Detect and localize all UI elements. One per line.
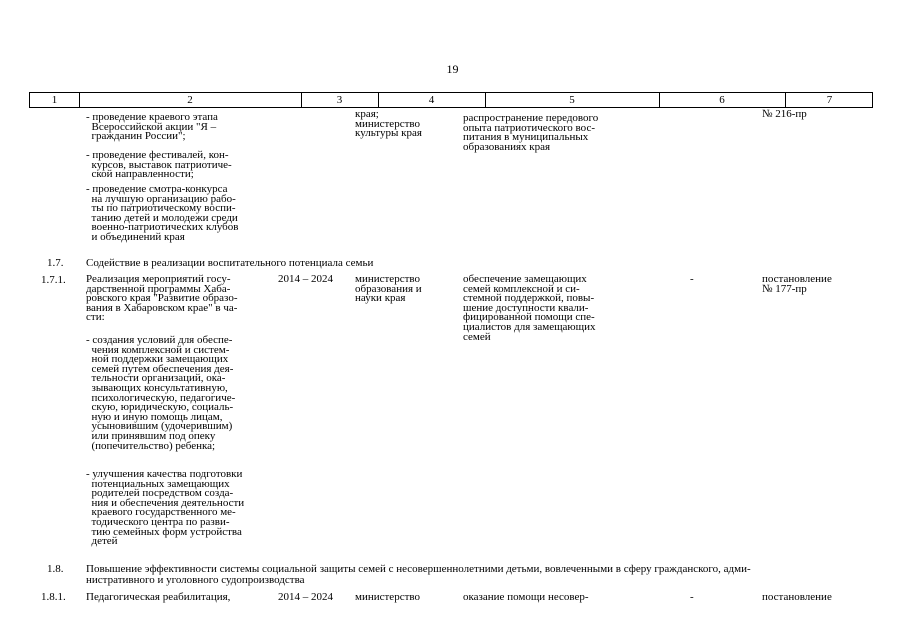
header-col-4: 4 <box>428 94 435 106</box>
col6-cell: - <box>690 591 694 603</box>
header-col-1: 1 <box>51 94 58 106</box>
measure-description: Педагогическая реабилитация, <box>86 591 231 603</box>
document-cell: № 216-пр <box>762 108 807 120</box>
section-number: 1.8. <box>47 563 64 575</box>
list-item: - проведение смотра-конкурса на лучшую организацию рабо- ты по патриотическому воспи- танию детей и молодежи среди военно-патриотических клубов и объединений края <box>86 183 239 243</box>
period-cell: 2014 – 2024 <box>278 273 333 285</box>
period-cell: 2014 – 2024 <box>278 591 333 603</box>
result-cell: обеспечение замещающих семей комплексной и си- стемной поддержкой, повы- шение доступности квали- фицированной помощи спе- циалистов для замещающих семей <box>463 273 596 343</box>
section-title-cont: нистративного и уголовного судопроизводства <box>86 574 305 586</box>
list-item: - проведение фестивалей, кон- курсов, выставок патриотиче- ской направленности; <box>86 149 232 181</box>
header-col-2: 2 <box>187 94 193 106</box>
document-cell: постановление <box>762 591 832 603</box>
table-header-row <box>29 92 873 108</box>
header-col-7: 7 <box>826 94 833 106</box>
col6-cell: - <box>690 273 694 285</box>
list-item: - проведение краевого этапа Всероссийской акции "Я – гражданин России"; <box>86 111 218 143</box>
section-title: Содействие в реализации воспитательного потенциала семьи <box>86 257 374 269</box>
executor-cell: министерство <box>355 591 421 603</box>
header-col-6: 6 <box>719 94 725 106</box>
row-number: 1.7.1. <box>41 274 66 286</box>
executor-cell: министерство образования и науки края <box>355 273 422 305</box>
page-number: 19 <box>446 62 459 76</box>
section-title: Повышение эффективности системы социальной защиты семей с несовершеннолетними детьми, вовлеченными в сферу гражданского, адми- <box>86 563 751 575</box>
result-cell: оказание помощи несовер- <box>463 591 589 603</box>
header-col-3: 3 <box>336 94 343 106</box>
document-cell: постановление № 177-пр <box>762 273 832 295</box>
header-col-5: 5 <box>569 94 575 106</box>
row-number: 1.8.1. <box>41 591 66 603</box>
list-item: - улучшения качества подготовки потенциальных замещающих родителей посредством созда- ния и обеспечения деятельности краевого государственного ме- тодического центра по разви- тию семейных форм устройства детей <box>86 468 245 548</box>
measure-description: Реализация мероприятий госу- дарственной программы Хаба- ровского края "Развитие образо- вания в Хабаровском крае" в ча- сти: <box>86 273 238 324</box>
section-number: 1.7. <box>47 257 64 269</box>
executor-cell: края; министерство культуры края <box>355 108 422 140</box>
result-cell: распространение передового опыта патриотического вос- питания в муниципальных образованиях края <box>463 112 599 153</box>
list-item: - создания условий для обеспе- чения комплексной и систем- ной поддержки замещающих семей путем обеспечения дея- тельности организаций, ока- зывающих консультативную, психологическую, педагогиче- скую, юридическую, социаль- ную и иную помощь лицам, усыновившим (удочерившим) или принявшим под опеку (попечительство) ребенка; <box>86 334 236 452</box>
